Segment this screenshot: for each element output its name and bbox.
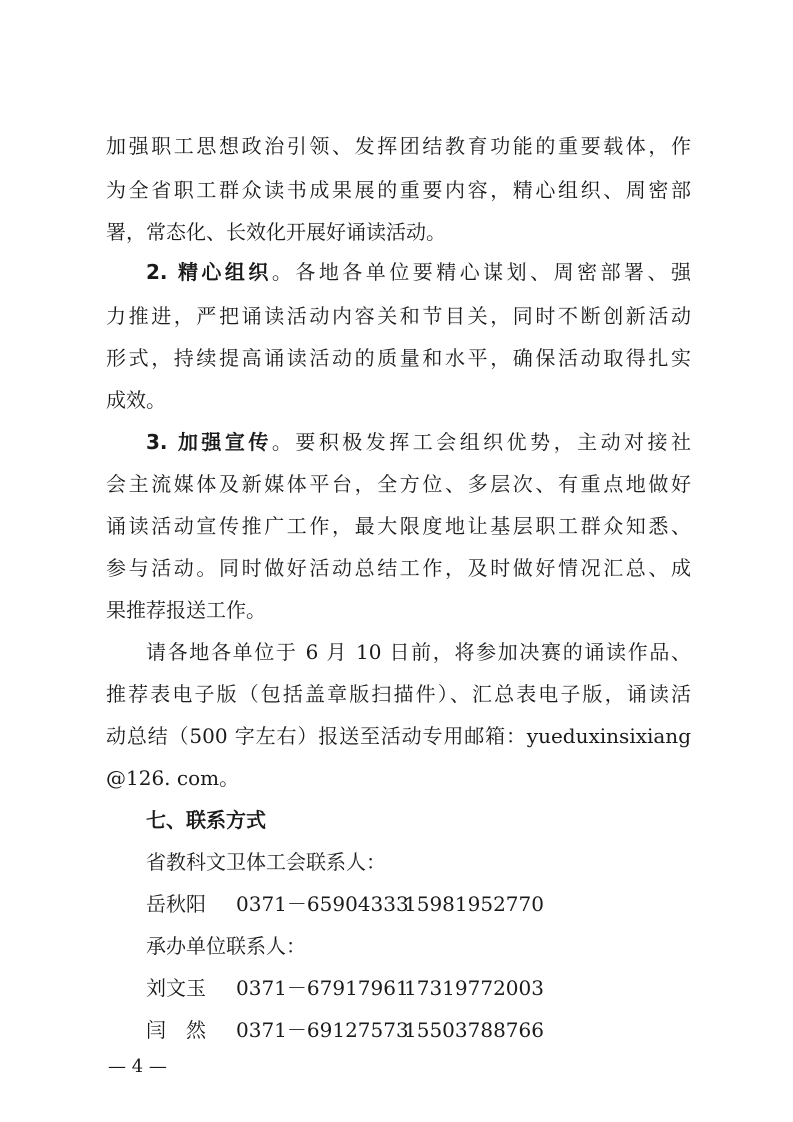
paragraph-2-line-4: 成效。 (106, 388, 166, 412)
paragraph-4-line-1: 请各地各单位于 6 月 10 日前，将参加决赛的诵读作品、 (146, 640, 691, 664)
contact-mobile: 17319772003 (404, 976, 544, 1000)
paragraph-2-heading: 2. 精心组织 (146, 260, 272, 284)
contact-name: 刘文玉 (146, 976, 206, 1000)
paragraph-2-line-3: 形式，持续提高诵读活动的质量和水平，确保活动取得扎实 (106, 346, 691, 370)
paragraph-2-line-1 (146, 252, 691, 292)
contact-org-1-label: 省教科文卫体工会联系人： (146, 850, 386, 874)
contact-phone: 0371－65904333 (236, 892, 409, 916)
paragraph-4-line-2: 推荐表电子版（包括盖章版扫描件）、汇总表电子版，诵读活 (106, 682, 691, 706)
paragraph-1-line-3: 署，常态化、长效化开展好诵读活动。 (106, 220, 446, 244)
paragraph-4-line-3: 动总结（500 字左右）报送至活动专用邮箱：yueduxinsixiang (106, 724, 691, 748)
contact-name: 闫 然 (146, 1018, 206, 1042)
paragraph-3-line-1-text: 。要积极发挥工会组织优势，主动对接社 (271, 430, 691, 454)
contact-phone: 0371－69127573 (236, 1018, 409, 1042)
paragraph-1-line-1: 加强职工思想政治引领、发挥团结教育功能的重要载体，作 (106, 134, 691, 158)
paragraph-3-line-4: 参与活动。同时做好活动总结工作，及时做好情况汇总、成 (106, 556, 691, 580)
paragraph-1-line-2: 为全省职工群众读书成果展的重要内容，精心组织、周密部 (106, 178, 691, 202)
contact-mobile: 15503788766 (404, 1018, 544, 1042)
page-number: — 4 — (108, 1056, 167, 1077)
contact-mobile: 15981952770 (404, 892, 544, 916)
paragraph-4-line-4: @126. com。 (106, 766, 240, 790)
paragraph-3-line-5: 果推荐报送工作。 (106, 598, 266, 622)
paragraph-3-line-2: 会主流媒体及新媒体平台，全方位、多层次、有重点地做好 (106, 472, 691, 496)
paragraph-2-line-1-text: 。各地各单位要精心谋划、周密部署、强 (271, 260, 691, 284)
section-heading-contact: 七、联系方式 (146, 808, 266, 832)
contact-name: 岳秋阳 (146, 892, 206, 916)
contact-row-1 (146, 884, 564, 924)
paragraph-3-line-1 (146, 422, 691, 462)
contact-row-3 (146, 1010, 564, 1050)
paragraph-2-line-2: 力推进，严把诵读活动内容关和节目关，同时不断创新活动 (106, 304, 691, 328)
paragraph-3-heading: 3. 加强宣传 (146, 430, 272, 454)
contact-row-2 (146, 968, 564, 1008)
contact-phone: 0371－67917961 (236, 976, 409, 1000)
contact-org-2-label: 承办单位联系人： (146, 934, 306, 958)
paragraph-3-line-3: 诵读活动宣传推广工作，最大限度地让基层职工群众知悉、 (106, 514, 691, 538)
